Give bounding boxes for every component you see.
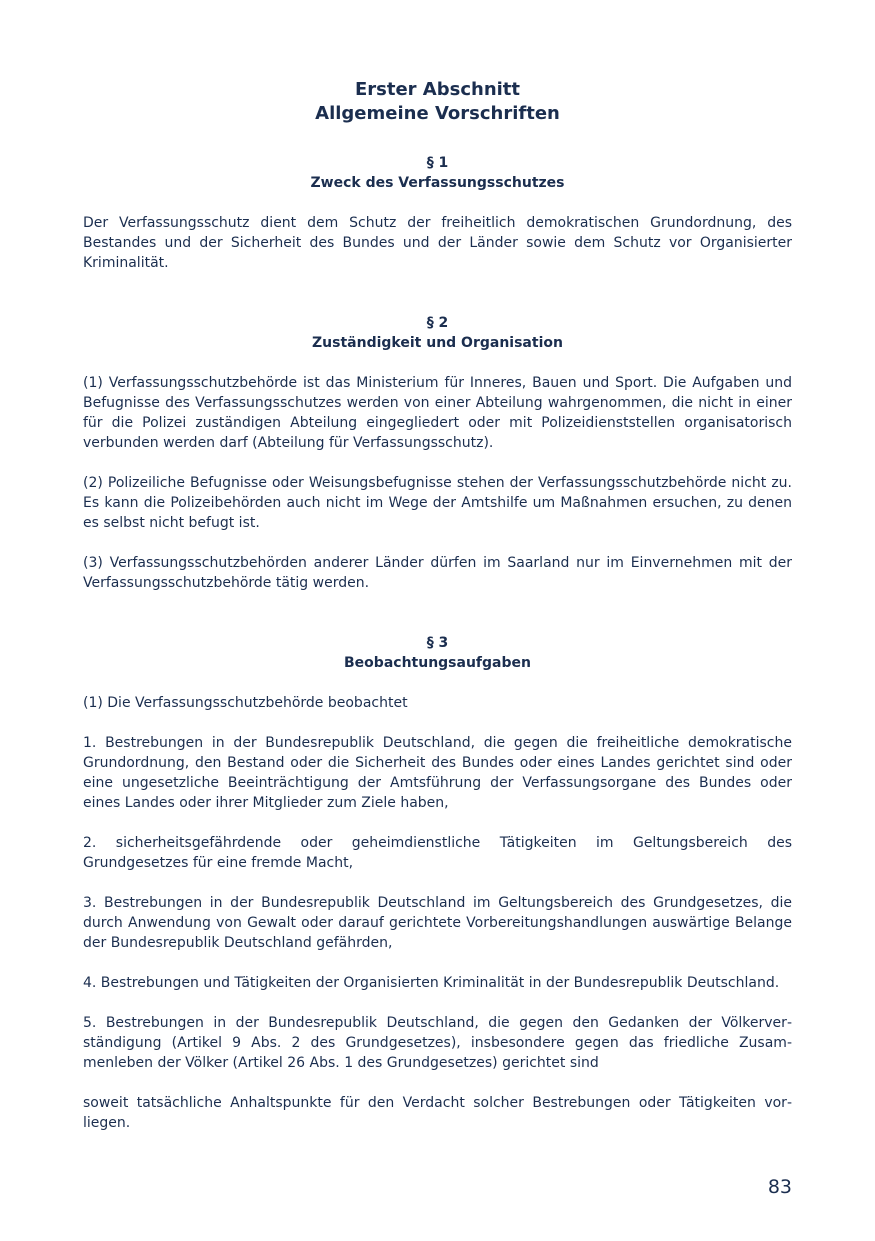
paragraph-intro: (1) Die Verfassungsschutzbehörde beobachtet xyxy=(83,695,408,711)
list-item: 1. Bestrebungen in der Bundesrepublik Deutschland, die gegen die freiheitliche demokratische Grundordnung, den Bestand oder die Sicherheit des Bundes oder eines Landes gerichtet sind oder eine ungesetzliche Beeinträchtigung der Amtsführung der Verfassungsorgane des Bundes oder eines Landes oder ihrer Mitglieder zum Ziele haben, xyxy=(83,735,792,811)
list-item: 2. sicherheitsgefährdende oder geheimdienstliche Tätigkeiten im Geltungsbereich des Grundgesetzes für eine fremde Macht, xyxy=(83,835,792,871)
page-number: 83 xyxy=(767,1176,792,1198)
paragraph-number: § 1 xyxy=(426,155,449,171)
paragraph-number: § 2 xyxy=(426,315,449,331)
list-item: 4. Bestrebungen und Tätigkeiten der Organisierten Kriminalität in der Bundesrepublik Deutschland. xyxy=(83,975,780,991)
paragraph-heading: Beobachtungsaufgaben xyxy=(344,655,531,671)
paragraph-text: (3) Verfassungsschutzbehörden anderer Länder dürfen im Saarland nur im Einvernehmen mit der Verfassungsschutzbehörde tätig werden. xyxy=(83,555,792,591)
list-item: 5. Bestrebungen in der Bundesrepublik Deutschland, die gegen den Gedanken der Völkerverständigung (Artikel 9 Abs. 2 des Grundgesetzes), insbesondere gegen das friedliche Zusammenleben der Völker (Artikel 26 Abs. 1 des Grundgesetzes) gerichtet sind xyxy=(83,1015,792,1071)
list-item: 3. Bestrebungen in der Bundesrepublik Deutschland im Geltungsbereich des Grundgesetzes, die durch Anwendung von Gewalt oder darauf gerichtete Vorbereitungshandlungen auswärtige Belange der Bundesrepublik Deutschland gefährden, xyxy=(83,895,792,951)
paragraph-text: (1) Verfassungsschutzbehörde ist das Ministerium für Inneres, Bauen und Sport. Die Aufgaben und Befugnisse des Verfassungsschutzes werden von einer Abteilung wahrgenommen, die nicht in einer für die Polizei zuständigen Abteilung eingegliedert oder mit Polizeidienststellen organisatorisch verbunden werden darf (Abteilung für Verfassungsschutz). xyxy=(83,375,792,451)
section-title: Erster Abschnitt xyxy=(354,79,521,100)
paragraph-number: § 3 xyxy=(426,635,449,651)
paragraph-text: (2) Polizeiliche Befugnisse oder Weisungsbefugnisse stehen der Verfassungsschutzbehörde nicht zu. Es kann die Polizeibehörden auch nicht im Wege der Amtshilfe um Maßnahmen ersuchen, zu denen es selbst nicht befugt ist. xyxy=(83,475,792,531)
paragraph-text: Der Verfassungsschutz dient dem Schutz der freiheitlich demokratischen Grundordnung, des Bestandes und der Sicherheit des Bundes und der Länder sowie dem Schutz vor Organisierter Kriminalität. xyxy=(83,215,792,271)
paragraph-heading: Zuständigkeit und Organisation xyxy=(312,335,563,351)
document-page xyxy=(83,78,792,1133)
paragraph-heading: Zweck des Verfassungsschutzes xyxy=(310,175,565,191)
paragraph-closing: soweit tatsächliche Anhaltspunkte für den Verdacht solcher Bestrebungen oder Tätigkeiten vorliegen. xyxy=(83,1095,792,1131)
section-subtitle: Allgemeine Vorschriften xyxy=(315,103,560,124)
